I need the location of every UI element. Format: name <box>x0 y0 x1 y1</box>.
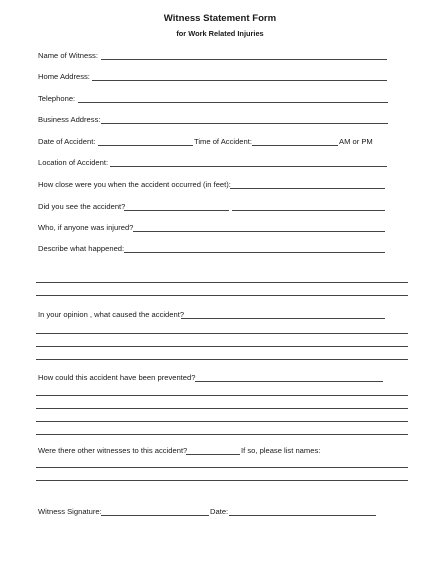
who-injured-label: Who, if anyone was injured? <box>38 223 134 232</box>
other-witnesses-field[interactable] <box>186 454 240 455</box>
witness-signature-field[interactable] <box>101 515 209 516</box>
form-subtitle: for Work Related Injuries <box>176 29 264 38</box>
describe-field[interactable] <box>124 252 385 253</box>
how-close-field[interactable] <box>230 188 385 189</box>
prevented-line-2[interactable] <box>36 395 408 396</box>
opinion-line-4[interactable] <box>36 359 408 360</box>
telephone-label: Telephone: <box>38 94 76 103</box>
witnesses-line-3[interactable] <box>36 480 408 481</box>
prevented-line-3[interactable] <box>36 408 408 409</box>
did-you-see-field[interactable] <box>124 210 229 211</box>
name-of-witness-field[interactable] <box>101 59 387 60</box>
who-injured-field[interactable] <box>133 231 385 232</box>
signature-date-label: Date: <box>210 507 229 516</box>
signature-date-field[interactable] <box>229 515 376 516</box>
name-of-witness-label: Name of Witness: <box>38 51 98 60</box>
opinion-cause-field[interactable] <box>181 318 385 319</box>
prevented-field[interactable] <box>195 381 383 382</box>
home-address-field[interactable] <box>92 80 387 81</box>
am-or-pm-label: AM or PM <box>339 137 373 146</box>
business-address-label: Business Address: <box>38 115 101 124</box>
location-of-accident-label: Location of Accident: <box>38 158 109 167</box>
witnesses-line-2[interactable] <box>36 467 408 468</box>
home-address-label: Home Address: <box>38 72 90 81</box>
how-close-label: How close were you when the accident occurred (in feet): <box>38 180 231 189</box>
opinion-cause-label: In your opinion , what caused the accident? <box>38 310 185 319</box>
did-you-see-label: Did you see the accident? <box>38 202 126 211</box>
prevented-line-5[interactable] <box>36 434 408 435</box>
describe-line-3[interactable] <box>36 295 408 296</box>
prevented-line-4[interactable] <box>36 421 408 422</box>
describe-line-2[interactable] <box>36 282 408 283</box>
date-of-accident-label: Date of Accident: <box>38 137 96 146</box>
other-witnesses-label: Were there other witnesses to this accident? <box>38 446 188 455</box>
telephone-field[interactable] <box>78 102 388 103</box>
opinion-line-3[interactable] <box>36 346 408 347</box>
date-of-accident-field[interactable] <box>98 145 193 146</box>
business-address-field[interactable] <box>101 123 388 124</box>
describe-label: Describe what happened: <box>38 244 125 253</box>
time-of-accident-label: Time of Accident: <box>194 137 252 146</box>
did-you-see-field-2[interactable] <box>232 210 385 211</box>
opinion-line-2[interactable] <box>36 333 408 334</box>
location-of-accident-field[interactable] <box>110 166 387 167</box>
prevented-label: How could this accident have been prevented? <box>38 373 196 382</box>
list-names-label: If so, please list names: <box>241 446 321 455</box>
witness-signature-label: Witness Signature: <box>38 507 102 516</box>
time-of-accident-field[interactable] <box>252 145 338 146</box>
form-title: Witness Statement Form <box>163 13 277 24</box>
